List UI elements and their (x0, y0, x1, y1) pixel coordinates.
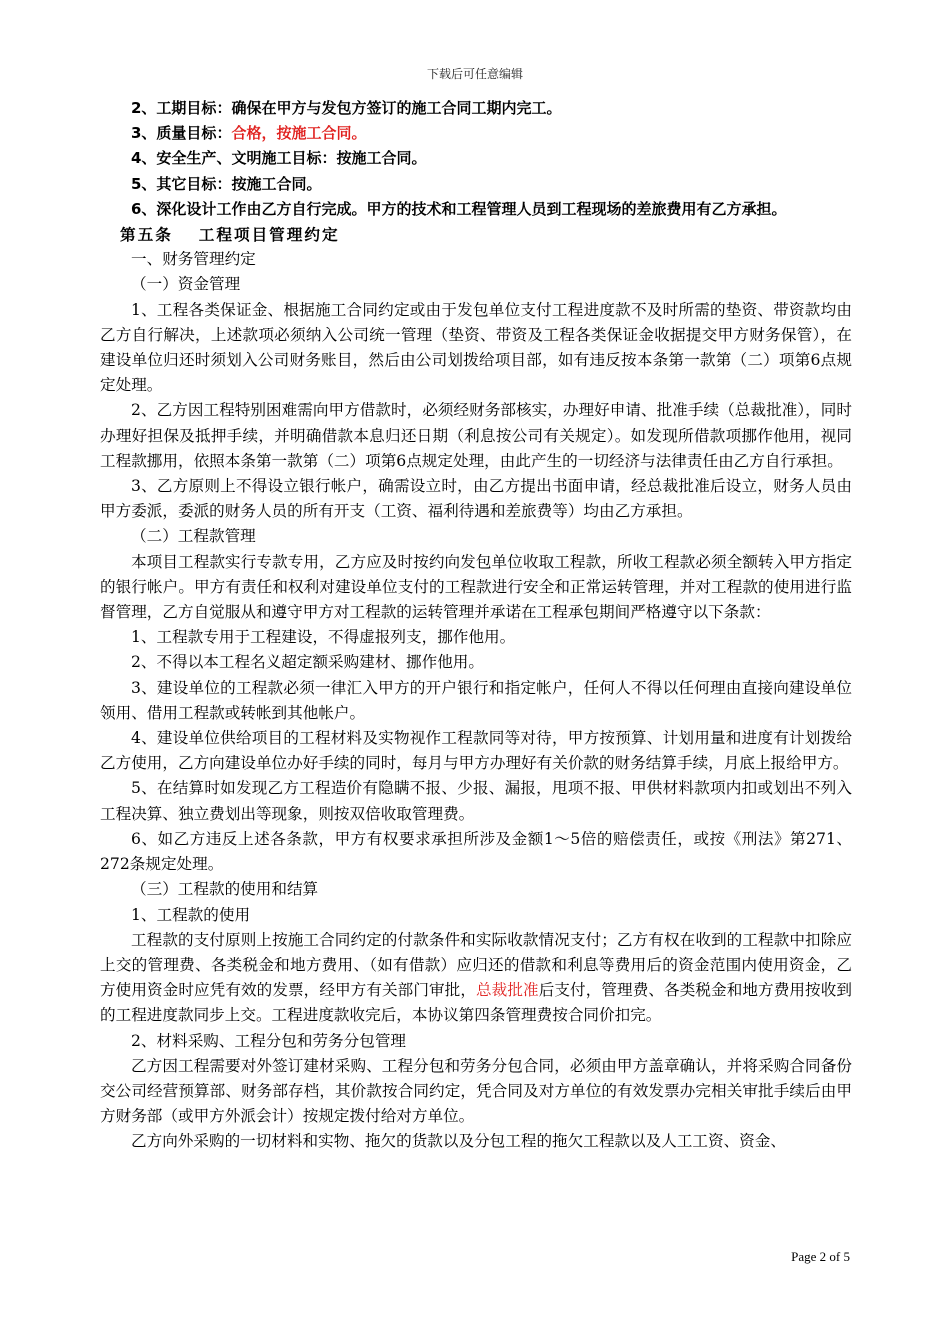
goal-item: 3、质量目标：合格，按施工合同。 (131, 124, 367, 143)
page-header: 下载后可任意编辑 (426, 67, 523, 81)
paragraph: 乙方向外采购的一切材料和实物、拖欠的货款以及分包工程的拖欠工程款以及人工工资、资金、 (131, 1132, 786, 1151)
goal-item: 5、其它目标：按施工合同。 (131, 174, 322, 193)
paragraph: 4、建设单位供给项目的工程材料及实物视作工程款同等对待，甲方按预算、计划用量和进度有计划拨给乙方使用，乙方向建设单位办好手续的同时，每月与甲方办理好有关价款的财务结算手续，月底上报给甲方。 (100, 729, 852, 773)
goal-item: 4、安全生产、文明施工目标：按施工合同。 (131, 149, 427, 168)
document-body (100, 96, 852, 1155)
paragraph: 1、工程各类保证金、根据施工合同约定或由于发包单位支付工程进度款不及时所需的垫资、带资款均由乙方自行解决，上述款项必须纳入公司统一管理（垫资、带资及工程各类保证金收据提交甲方财务保管），在建设单位归还时须划入公司财务账目，然后由公司划拨给项目部，如有违反按本条第一款第（二）项第6点规定处理。 (100, 300, 853, 395)
goal-item: 2、工期目标：确保在甲方与发包方签订的施工合同工期内完工。 (131, 99, 562, 117)
paragraph: 工程款的支付原则上按施工合同约定的付款条件和实际收款情况支付；乙方有权在收到的工程款中扣除应上交的管理费、各类税金和地方费用、（如有借款）应归还的借款和利息等费用后的资金范围内使用资金，乙方使用资金时应凭有效的发票，经甲方有关部门审批，总裁批准后支付，管理费、各类税金和地方费用按收到的工程进度款同步上交。工程进度款收完后，本协议第四条管理费按合同价扣完。 (100, 930, 852, 1025)
subsection-heading: （二）工程款管理 (131, 527, 256, 546)
article-heading: 第五条 工程项目管理约定 (120, 225, 340, 245)
section-heading: 一、财务管理约定 (131, 250, 256, 269)
emphasis-text: 合格，按施工合同。 (231, 124, 367, 143)
paragraph: 5、在结算时如发现乙方工程造价有隐瞒不报、少报、漏报，甩项不报、甲供材料款项内扣或划出不列入工程决算、独立费划出等现象，则按双倍收取管理费。 (100, 779, 852, 823)
paragraph: 乙方因工程需要对外签订建材采购、工程分包和劳务分包合同，必须由甲方盖章确认，并将采购合同备份交公司经营预算部、财务部存档，其价款按合同约定，凭合同及对方单位的有效发票办完相关审批手续后由甲方财务部（或甲方外派会计）按规定拨付给对方单位。 (100, 1056, 852, 1126)
goal-item: 6、深化设计工作由乙方自行完成。甲方的技术和工程管理人员到工程现场的差旅费用有乙方承担。 (131, 199, 787, 218)
paragraph: 3、建设单位的工程款必须一律汇入甲方的开户银行和指定帐户，任何人不得以任何理由直接向建设单位领用、借用工程款或转帐到其他帐户。 (100, 678, 852, 722)
paragraph: 2、不得以本工程名义超定额采购建材、挪作他用。 (131, 653, 484, 672)
paragraph: 6、如乙方违反上述各条款，甲方有权要求承担所涉及金额1～5倍的赔偿责任，或按《刑法》第271、272条规定处理。 (100, 829, 852, 874)
paragraph: 3、乙方原则上不得设立银行帐户，确需设立时，由乙方提出书面申请，经总裁批准后设立，财务人员由甲方委派，委派的财务人员的所有开支（工资、福利待遇和差旅费等）均由乙方承担。 (100, 477, 852, 521)
paragraph: 2、材料采购、工程分包和劳务分包管理 (131, 1031, 407, 1050)
paragraph: 2、乙方因工程特别困难需向甲方借款时，必须经财务部核实，办理好申请、批准手续（总裁批准），同时办理好担保及抵押手续，并明确借款本息归还日期（利息按公司有关规定）。如发现所借款项挪作他用，视同工程款挪用，依照本条第一款第（二）项第6点规定处理，由此产生的一切经济与法律责任由乙方自行承担。 (100, 401, 852, 470)
subsection-heading: （三）工程款的使用和结算 (131, 880, 319, 899)
paragraph: 本项目工程款实行专款专用，乙方应及时按约向发包单位收取工程款，所收工程款必须全额转入甲方指定的银行帐户。甲方有责任和权利对建设单位支付的工程款进行安全和正常运转管理，并对工程款的使用进行监督管理，乙方自觉服从和遵守甲方对工程款的运转管理并承诺在工程承包期间严格遵守以下条款： (100, 552, 852, 622)
paragraph: 1、工程款专用于工程建设，不得虚报列支，挪作他用。 (131, 628, 516, 647)
emphasis-text: 总裁批准 (476, 981, 539, 1000)
paragraph: 1、工程款的使用 (131, 905, 251, 924)
page-number: Page 2 of 5 (791, 1249, 850, 1264)
subsection-heading: （一）资金管理 (131, 275, 241, 294)
